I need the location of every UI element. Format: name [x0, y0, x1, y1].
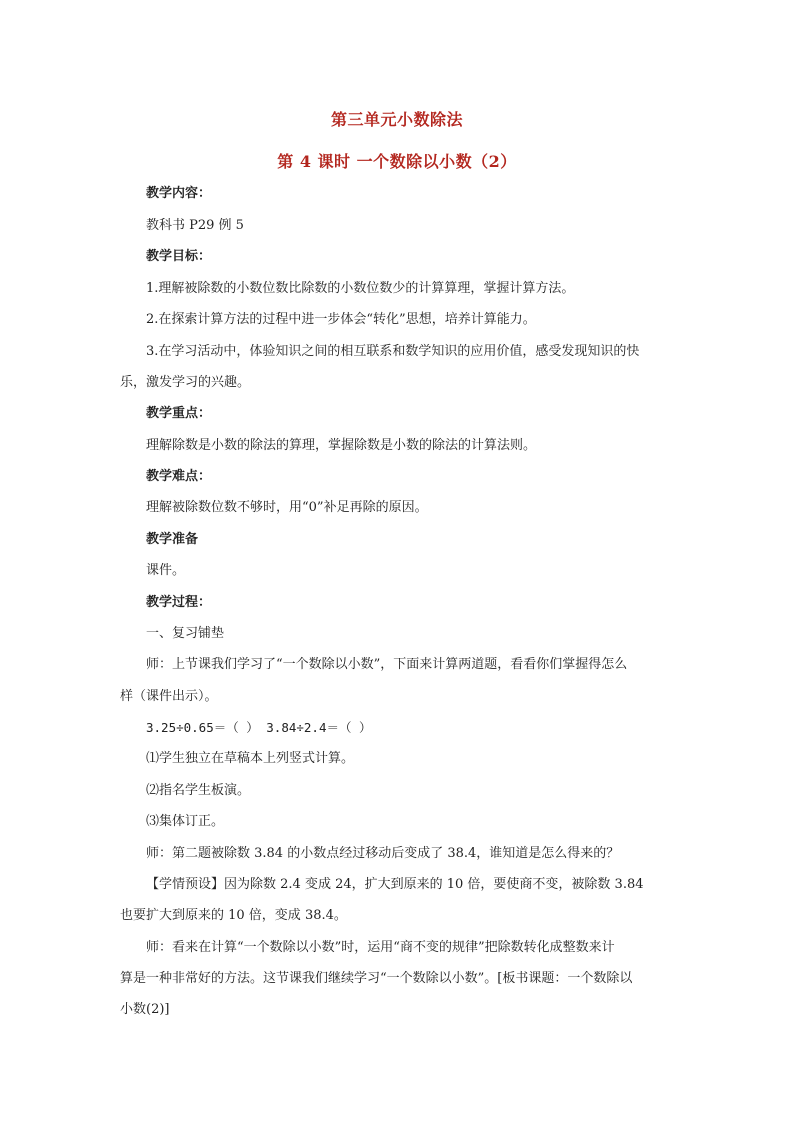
heading-teaching-goals: 教学目标：	[146, 249, 212, 264]
teacher-summary-line-1: 师：看来在计算“一个数除以小数”时，运用“商不变的规律”把除数转化成整数来计	[146, 940, 615, 955]
text-preparation: 课件。	[146, 563, 186, 578]
goal-3-line-2: 乐，激发学习的兴趣。	[120, 375, 251, 390]
text-textbook-ref: 教科书 P29 例 5	[146, 218, 244, 233]
preset-line-2: 也要扩大到原来的 10 倍，变成 38.4。	[120, 908, 347, 923]
heading-process: 教学过程：	[146, 595, 212, 610]
heading-teaching-content: 教学内容：	[146, 186, 212, 201]
goal-2: 2.在探索计算方法的过程中进一步体会“转化”思想，培养计算能力。	[146, 312, 536, 327]
step-3: ⑶集体订正。	[146, 814, 225, 829]
text-difficulties: 理解被除数位数不够时，用“0”补足再除的原因。	[146, 500, 428, 515]
preset-line-1: 【学情预设】因为除数 2.4 变成 24，扩大到原来的 10 倍，要使商不变，被除数 3.84	[146, 877, 644, 892]
goal-1: 1.理解被除数的小数位数比除数的小数位数少的计算算理，掌握计算方法。	[146, 281, 575, 296]
heading-key-points: 教学重点：	[146, 406, 212, 421]
math-exercises: 3.25÷0.65＝（ ） 3.84÷2.4＝（ ）	[146, 720, 372, 735]
teacher-line-1: 师：上节课我们学习了“一个数除以小数”，下面来计算两道题，看看你们掌握得怎么	[146, 657, 628, 672]
goal-3-line-1: 3.在学习活动中，体验知识之间的相互联系和数学知识的应用价值，感受发现知识的快	[146, 344, 640, 359]
text-key-points: 理解除数是小数的除法的算理，掌握除数是小数的除法的计算法则。	[146, 438, 537, 453]
step-1: ⑴学生独立在草稿本上列竖式计算。	[146, 751, 355, 766]
teacher-line-2: 样（课件出示）。	[120, 689, 218, 704]
heading-difficulties: 教学难点：	[146, 469, 212, 484]
lesson-title: 第 4 课时 一个数除以小数（2）	[277, 152, 517, 171]
unit-title: 第三单元小数除法	[330, 110, 463, 129]
teacher-question: 师：第二题被除数 3.84 的小数点经过移动后变成了 38.4，谁知道是怎么得来的？	[146, 846, 620, 861]
step-2: ⑵指名学生板演。	[146, 783, 251, 798]
teacher-summary-line-2: 算是一种非常好的方法。这节课我们继续学习“一个数除以小数”。[板书课题：一个数除以	[120, 971, 633, 986]
heading-preparation: 教学准备	[146, 532, 199, 547]
section-review: 一、复习铺垫	[146, 626, 225, 641]
teacher-summary-line-3: 小数(2)]	[120, 1002, 170, 1017]
